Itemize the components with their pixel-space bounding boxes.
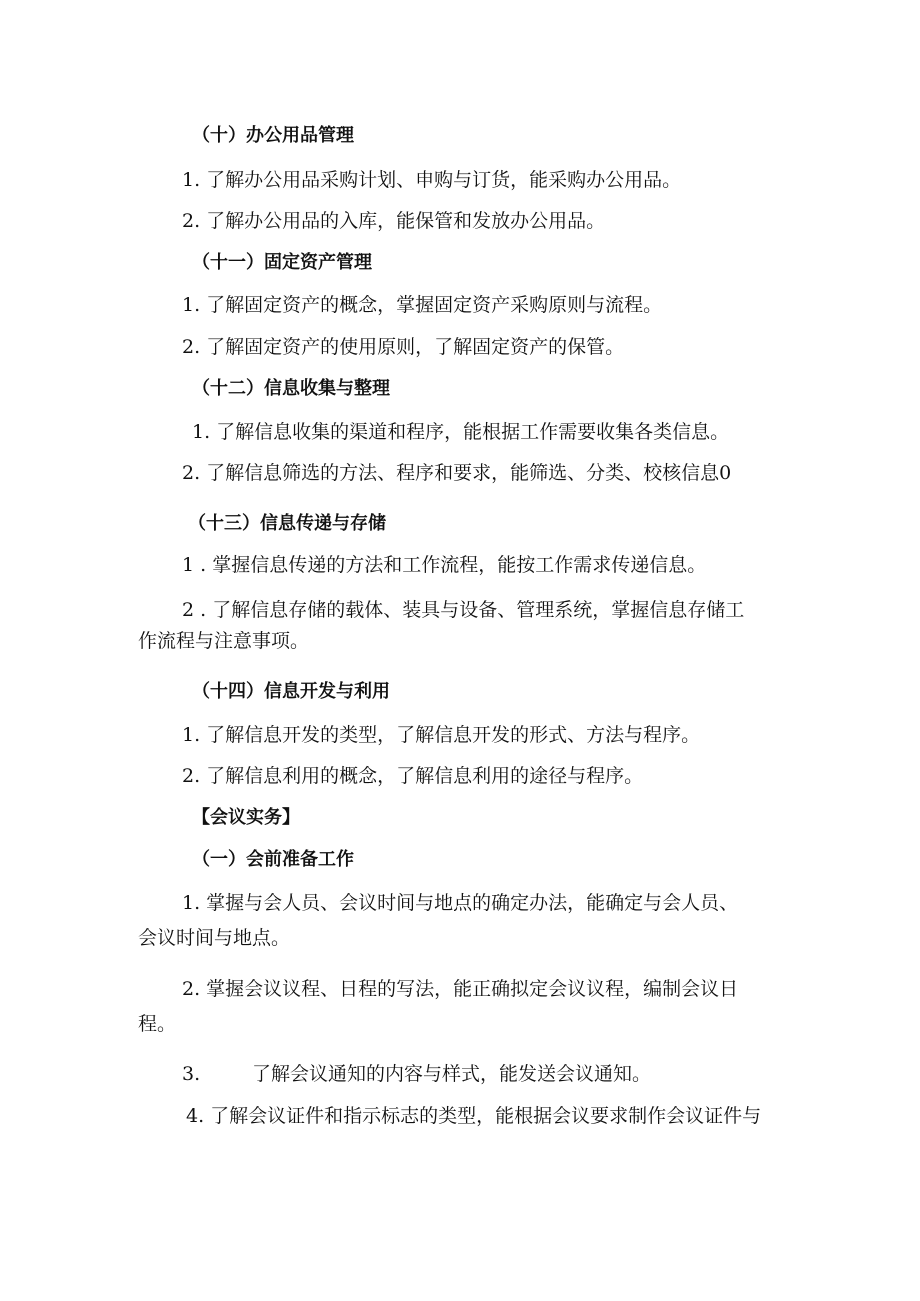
list-item: 2 . 了解信息存储的载体、装具与设备、管理系统，掌握信息存储工 bbox=[182, 599, 745, 621]
list-item: 2. 了解信息利用的概念，了解信息利用的途径与程序。 bbox=[182, 765, 644, 787]
list-item: 1. 了解固定资产的概念，掌握固定资产采购原则与流程。 bbox=[182, 294, 663, 316]
list-item: 1. 掌握与会人员、会议时间与地点的确定办法，能确定与会人员、 bbox=[182, 892, 739, 914]
section-10-heading: （十）办公用品管理 bbox=[192, 125, 354, 146]
list-item: 4. 了解会议证件和指示标志的类型，能根据会议要求制作会议证件与 bbox=[186, 1105, 762, 1127]
list-item-continuation: 会议时间与地点。 bbox=[138, 927, 291, 949]
list-item-number: 3. bbox=[182, 1063, 201, 1085]
list-item: 了解会议通知的内容与样式，能发送会议通知。 bbox=[252, 1063, 652, 1085]
list-item: 1. 了解信息开发的类型，了解信息开发的形式、方法与程序。 bbox=[182, 724, 701, 746]
section-11-heading: （十一）固定资产管理 bbox=[192, 252, 372, 273]
list-item-continuation: 作流程与注意事项。 bbox=[138, 630, 310, 652]
list-item: 2. 掌握会议议程、日程的写法，能正确拟定会议议程，编制会议日 bbox=[182, 978, 739, 1000]
meeting-subsection-1-heading: （一）会前准备工作 bbox=[192, 849, 354, 870]
meeting-section-heading: 【会议实务】 bbox=[192, 807, 300, 828]
list-item: 2. 了解办公用品的入库，能保管和发放办公用品。 bbox=[182, 210, 606, 232]
list-item: 1. 了解办公用品采购计划、申购与订货，能采购办公用品。 bbox=[182, 169, 682, 191]
section-13-heading: （十三）信息传递与存储 bbox=[188, 513, 386, 534]
section-12-heading: （十二）信息收集与整理 bbox=[192, 378, 390, 399]
list-item-continuation: 程。 bbox=[138, 1013, 177, 1035]
section-14-heading: （十四）信息开发与利用 bbox=[192, 681, 390, 702]
list-item: 1 . 掌握信息传递的方法和工作流程，能按工作需求传递信息。 bbox=[182, 554, 707, 576]
list-item: 2. 了解信息筛选的方法、程序和要求，能筛选、分类、校核信息0 bbox=[182, 462, 732, 484]
list-item: 2. 了解固定资产的使用原则，了解固定资产的保管。 bbox=[182, 336, 625, 358]
list-item: 1. 了解信息收集的渠道和程序，能根据工作需要收集各类信息。 bbox=[192, 421, 730, 443]
